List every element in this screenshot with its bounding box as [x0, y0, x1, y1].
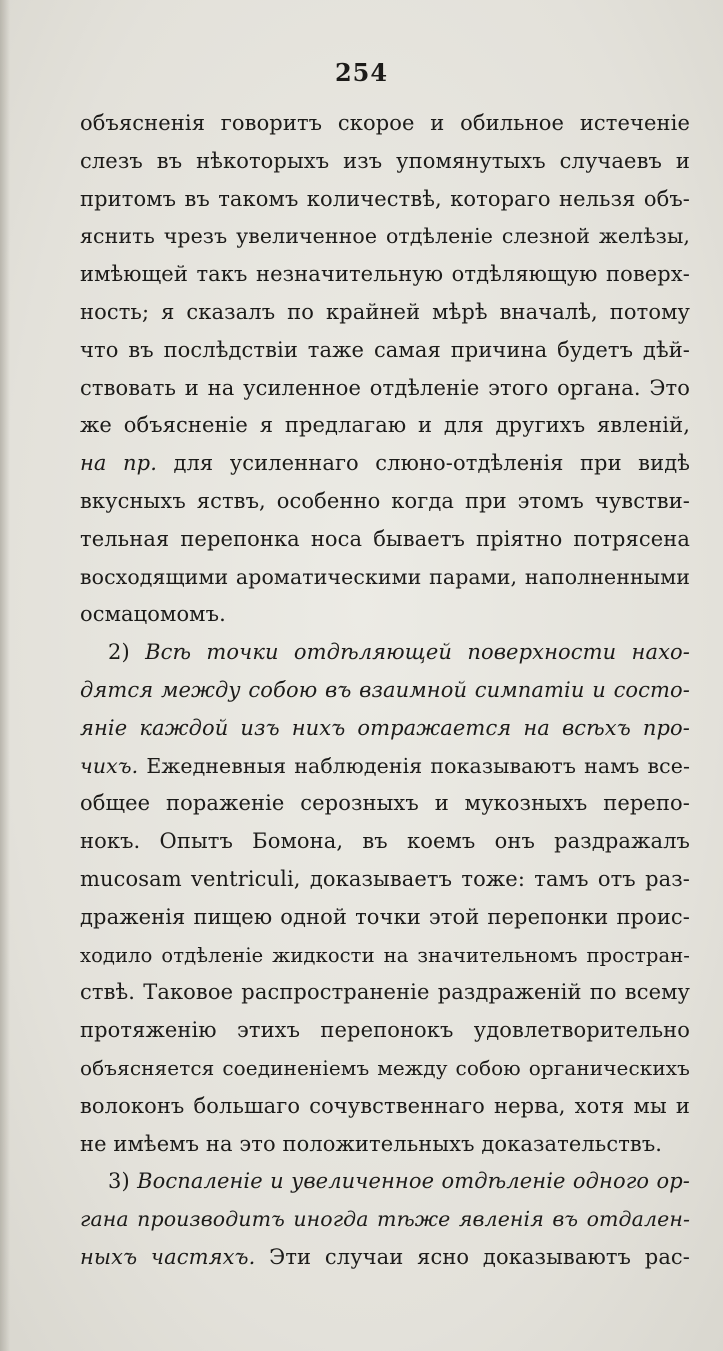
- text-line: [80, 294, 690, 332]
- italic-text-run: чихъ.: [80, 753, 139, 778]
- text-line: [80, 521, 690, 559]
- text-line: [80, 1088, 690, 1126]
- text-run: ствовать и на усиленное отдѣленіе этого органа. Это: [80, 375, 690, 400]
- text-run: восходящими ароматическими парами, наполненными: [80, 564, 690, 589]
- italic-text-run: дятся между собою въ взаимной симпатіи и состо-: [80, 677, 690, 702]
- text-line: [80, 634, 690, 672]
- text-run: ствѣ. Таковое распространеніе раздраженій по всему: [80, 980, 690, 1005]
- text-run: слезъ въ нѣкоторыхъ изъ упомянутыхъ случаевъ и: [80, 148, 690, 173]
- text-run: ность; я сказалъ по крайней мѣрѣ вначалѣ, потому: [80, 299, 690, 324]
- text-run: что въ послѣдствіи таже самая причина будетъ дѣй-: [80, 337, 690, 362]
- text-line: [80, 1012, 690, 1050]
- text-run: нокъ. Опытъ Бомона, въ коемъ онъ раздражалъ: [80, 829, 690, 854]
- text-line: [80, 1126, 690, 1164]
- text-run: тельная перепонка носа бываетъ пріятно потрясена: [80, 526, 690, 551]
- text-line: [80, 1163, 690, 1201]
- italic-text-run: ныхъ частяхъ.: [80, 1244, 256, 1269]
- text-run: волоконъ большаго сочувственнаго нерва, хотя мы и: [80, 1093, 690, 1118]
- italic-text-run: яніе каждой изъ нихъ отражается на всѣхъ про-: [80, 715, 690, 740]
- text-run: общее пораженіе серозныхъ и мукозныхъ перепо-: [80, 791, 690, 816]
- text-line: [80, 559, 690, 597]
- text-line: [80, 974, 690, 1012]
- text-line: [80, 370, 690, 408]
- text-line: [80, 861, 690, 899]
- text-line: [80, 1201, 690, 1239]
- text-run: объясненія говоритъ скорое и обильное истеченіе: [80, 111, 690, 135]
- text-run: mucosam ventriculi, доказываетъ тоже: тамъ отъ раз-: [80, 866, 690, 891]
- text-line: [80, 105, 690, 143]
- text-line: [80, 407, 690, 445]
- text-run: осмацомомъ.: [80, 602, 226, 627]
- italic-text-run: Всѣ точки отдѣляющей поверхности нахо-: [145, 640, 690, 665]
- text-line: [80, 143, 690, 181]
- text-line: [80, 823, 690, 861]
- text-line: [80, 899, 690, 937]
- text-line: [80, 672, 690, 710]
- page-number: 254: [334, 58, 389, 87]
- text-run: притомъ въ такомъ количествѣ, котораго нельзя объ-: [80, 186, 690, 211]
- text-run: не имѣемъ на это положительныхъ доказательствъ.: [80, 1131, 663, 1156]
- text-run: 3): [108, 1169, 138, 1194]
- text-line: [80, 748, 690, 786]
- text-run: Ежедневныя наблюденія показываютъ намъ все-: [138, 753, 690, 778]
- text-line: [80, 445, 690, 483]
- text-line: [80, 256, 690, 294]
- text-run: же объясненіе я предлагаю и для другихъ явленій,: [80, 413, 690, 438]
- page-gutter-shadow: [0, 0, 10, 1351]
- italic-text-run: гана производитъ иногда тѣже явленія въ отдален-: [80, 1207, 690, 1232]
- text-run: ходило отдѣленіе жидкости на значительномъ простран-: [80, 943, 690, 967]
- text-line: [80, 332, 690, 370]
- text-run: протяженію этихъ перепонокъ удовлетворительно: [80, 1018, 690, 1043]
- italic-text-run: на пр.: [80, 451, 157, 476]
- text-run: яснить чрезъ увеличенное отдѣленіе слезной желѣзы,: [80, 224, 690, 249]
- text-line: [80, 483, 690, 521]
- text-line: [80, 218, 690, 256]
- text-line: [80, 596, 690, 634]
- text-line: [80, 1239, 690, 1277]
- body-text: [80, 105, 690, 1277]
- text-run: Эти случаи ясно доказываютъ рас-: [255, 1244, 690, 1269]
- text-run: драженія пищею одной точки этой перепонки проис-: [80, 904, 690, 929]
- text-run: объясняется соединеніемъ между собою органическихъ: [80, 1055, 690, 1080]
- text-run: вкусныхъ яствъ, особенно когда при этомъ чувстви-: [80, 488, 690, 513]
- text-run: 2): [108, 640, 146, 665]
- text-line: [80, 181, 690, 219]
- text-line: [80, 1050, 690, 1088]
- text-line: [80, 785, 690, 823]
- text-line: [80, 710, 690, 748]
- text-run: для усиленнаго слюно-отдѣленія при видѣ: [156, 451, 690, 476]
- italic-text-run: Воспаленіе и увеличенное отдѣленіе одного ор-: [137, 1169, 690, 1194]
- text-run: имѣющей такъ незначительную отдѣляющую поверх-: [80, 262, 690, 287]
- text-line: [80, 937, 690, 975]
